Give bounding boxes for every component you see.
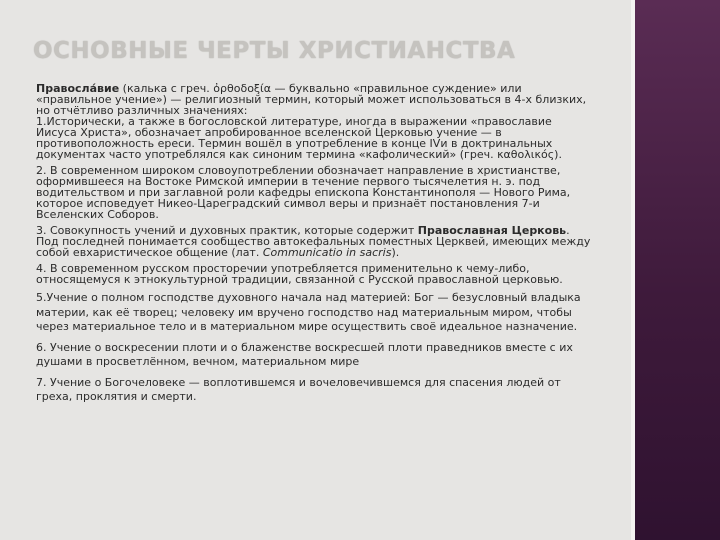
point-3-latin: Communicatio in sacris <box>262 246 392 259</box>
point-1: 1.Исторически, а также в богословской литературе, иногда в выражении «православие Иисуса Христа», обозначает апробированное вселенской Церковью учение — в противоположность ереси. Термин вошёл в употребление в конце IVи в доктринальных документах часто употреблялся как синоним термина «кафолический» (греч. καθολικός). <box>36 115 562 161</box>
point-4: 4. В современном русском просторечии употребляется применительно к чему-либо, относящемуся к этнокультурной традиции, связанной с Русской православной церковью. <box>36 262 563 286</box>
point-6: 6. Учение о воскресении плоти и о блаженстве воскресшей плоти праведников вместе с их душами в просветлённом, вечном, материальном мире <box>36 340 573 368</box>
intro-text: (калька с греч. ὀρθοδοξία — буквально «правильное суждение» или «правильное учение») — религиозный термин, который может использоваться в 4-х близких, но отчётливо различных значениях: <box>36 82 587 117</box>
intro-paragraph <box>36 83 592 116</box>
point-5: 5.Учение о полном господстве духовного начала над материей: Бог — безусловный владыка материи, как её творец; человеку им вручено господство над материальным миром, чтобы через материальное тело и в материальном мире осуществить своё идеальное назначение. <box>36 291 581 333</box>
point-3-end: ). <box>391 246 400 259</box>
point-3 <box>36 225 592 258</box>
point-3-term: Православная Церковь <box>417 224 567 237</box>
slide-title: ОСНОВНЫЕ ЧЕРТЫ ХРИСТИАНСТВА <box>33 38 516 64</box>
point-3-mid: . Под последней понимается сообщество автокефальных поместных Церквей, имеющих между собой евхаристическое общение (лат. <box>36 224 591 259</box>
point-3-lead: 3. Совокупность учений и духовных практик, которые содержит <box>36 224 418 237</box>
point-7: 7. Учение о Богочеловеке — воплотившемся и вочеловечившемся для спасения людей от греха, проклятия и смерти. <box>36 375 561 403</box>
intro-term: Правосла́вие <box>36 82 120 95</box>
side-panel-decoration <box>635 0 720 540</box>
slide-body <box>36 83 592 405</box>
point-2: 2. В современном широком словоупотреблении обозначает направление в христианстве, оформившееся на Востоке Римской империи в течение первого тысячелетия н. э. под водительством и при заглавной роли кафедры епископа Константинополя — Нового Рима, которое исповедует Никео-Цареградский символ веры и признаёт постановления 7-и Вселенских Соборов. <box>36 164 571 221</box>
